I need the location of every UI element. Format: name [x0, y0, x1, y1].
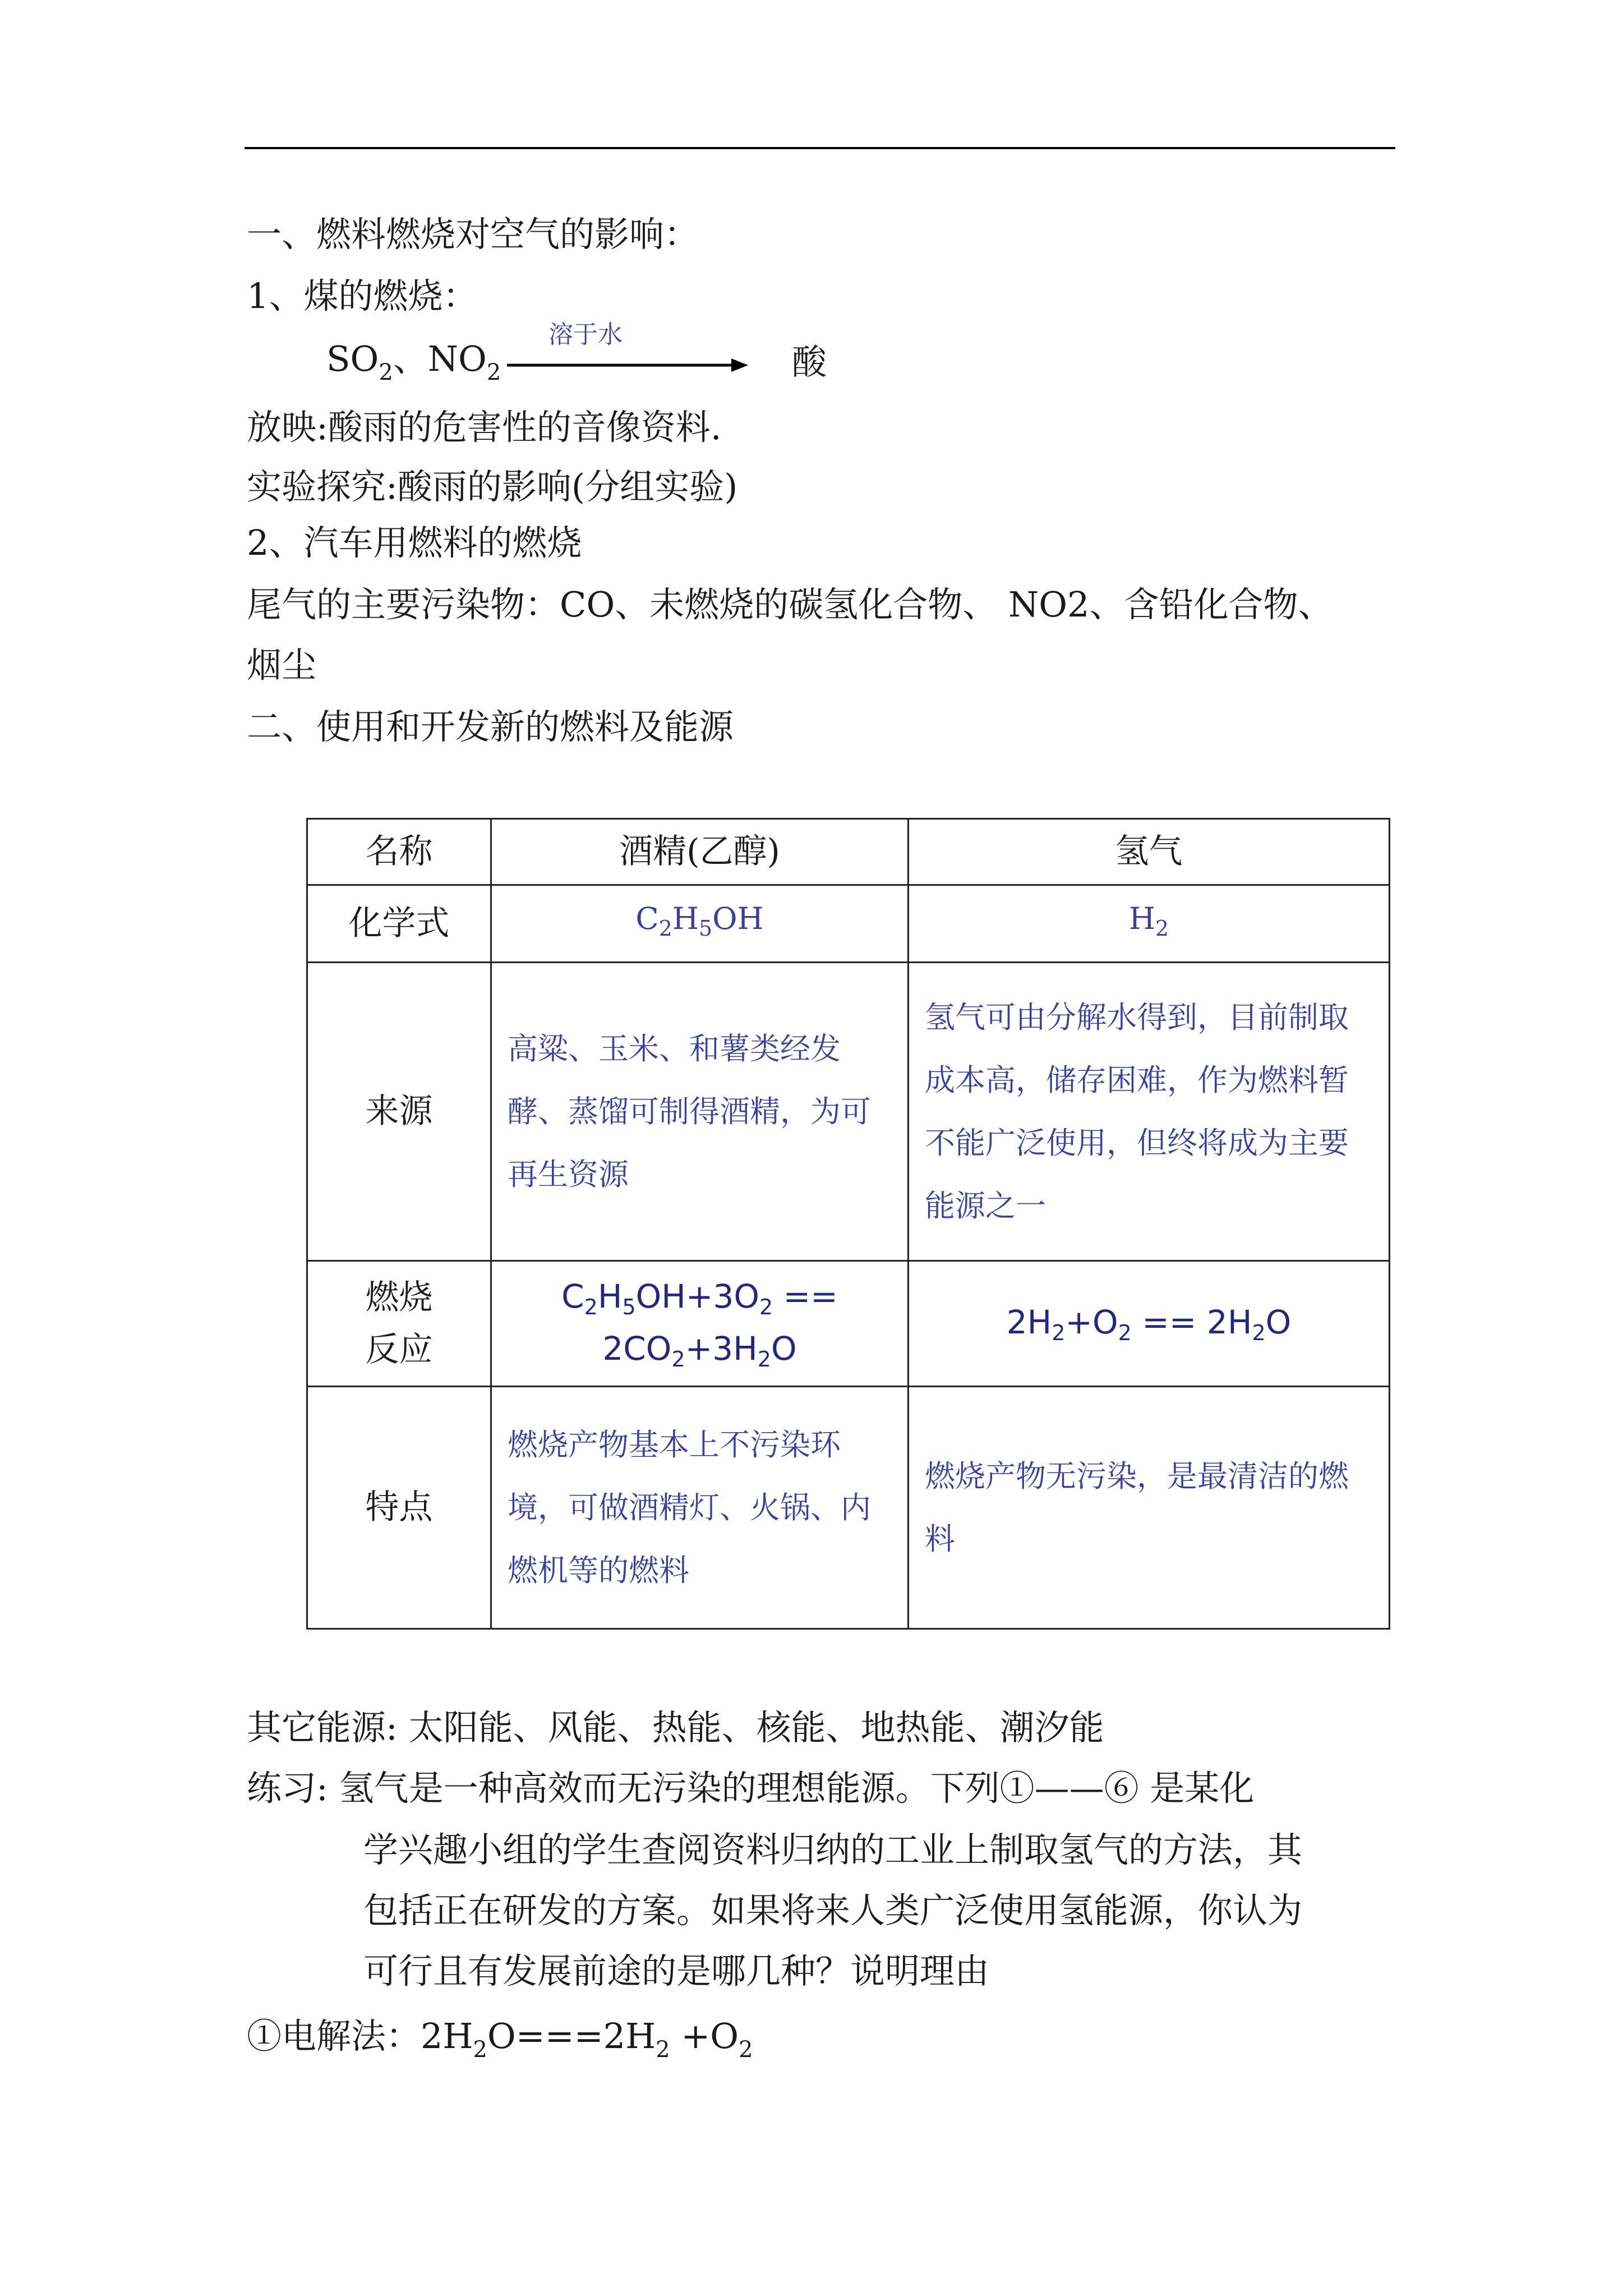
header-alcohol: 酒精(乙醇): [491, 819, 909, 885]
hydrogen-feature: 燃烧产物无污染，是最清洁的燃料: [909, 1387, 1390, 1629]
exhaust-line-2: 烟尘: [247, 645, 317, 685]
header-hydrogen: 氢气: [909, 819, 1390, 885]
source-label: 来源: [307, 963, 491, 1261]
alcohol-feature: 燃烧产物基本上不污染环境，可做酒精灯、火锅、内燃机等的燃料: [491, 1387, 909, 1629]
video-note: 放映:酸雨的危害性的音像资料.: [247, 407, 722, 448]
hydrogen-formula: $H_2$: [909, 885, 1390, 963]
header-rule: [245, 147, 1395, 149]
section2-title: 二、使用和开发新的燃料及能源: [247, 706, 734, 747]
combustion-label: 燃烧 反应: [307, 1261, 491, 1387]
table-row: [307, 885, 1390, 963]
alcohol-combustion: $C_2H_5OH+3O_2$ == $2CO_2+3H_2O$: [491, 1261, 909, 1387]
alcohol-formula: $C_2H_5OH$: [491, 885, 909, 963]
reaction-product: 酸: [792, 342, 827, 383]
section1-title: 一、燃料燃烧对空气的影响：: [247, 214, 699, 255]
other-energy: 其它能源: 太阳能、风能、热能、核能、地热能、潮汐能: [247, 1707, 1104, 1748]
feature-label: 特点: [307, 1387, 491, 1629]
table-row: [307, 819, 1390, 885]
coal-heading: 1、煤的燃烧：: [247, 275, 478, 316]
table-row: [307, 1261, 1390, 1387]
formula-label: 化学式: [307, 885, 491, 963]
exercise-line-4: 可行且有发展前途的是哪几种？说明理由: [363, 1950, 990, 1991]
experiment-note: 实验探究:酸雨的影响(分组实验): [247, 466, 738, 507]
hydrogen-source: 氢气可由分解水得到，目前制取成本高，储存困难，作为燃料暂不能广泛使用，但终将成为主要能源之一: [909, 963, 1390, 1261]
exercise-line-3: 包括正在研发的方案。如果将来人类广泛使用氢能源，你认为: [363, 1890, 1303, 1931]
car-heading: 2、汽车用燃料的燃烧: [247, 522, 582, 563]
hydrogen-combustion: $2H_2+O_2 == 2H_2O$: [909, 1261, 1390, 1387]
exercise-line-2: 学兴趣小组的学生查阅资料归纳的工业上制取氢气的方法，其: [363, 1829, 1303, 1870]
alcohol-source: 高粱、玉米、和薯类经发酵、蒸馏可制得酒精，为可再生资源: [491, 963, 909, 1261]
table-row: [307, 1387, 1390, 1629]
arrow-label: 溶于水: [548, 320, 623, 349]
fuel-comparison-table: [306, 818, 1390, 1630]
coal-reaction: $SO_2$、$NO_2$: [326, 338, 501, 385]
table-row: [307, 963, 1390, 1261]
exercise-line-1: 练习: 氢气是一种高效而无污染的理想能源。下列①——⑥ 是某化: [247, 1768, 1255, 1809]
method-1: ①电解法：$2H_2O===2H_2 +O_2$: [247, 2016, 753, 2063]
header-name: 名称: [307, 819, 491, 885]
reaction-arrow-icon: [507, 357, 748, 374]
exhaust-line-1: 尾气的主要污染物：CO、未燃烧的碳氢化合物、 NO2、含铅化合物、: [247, 584, 1333, 625]
